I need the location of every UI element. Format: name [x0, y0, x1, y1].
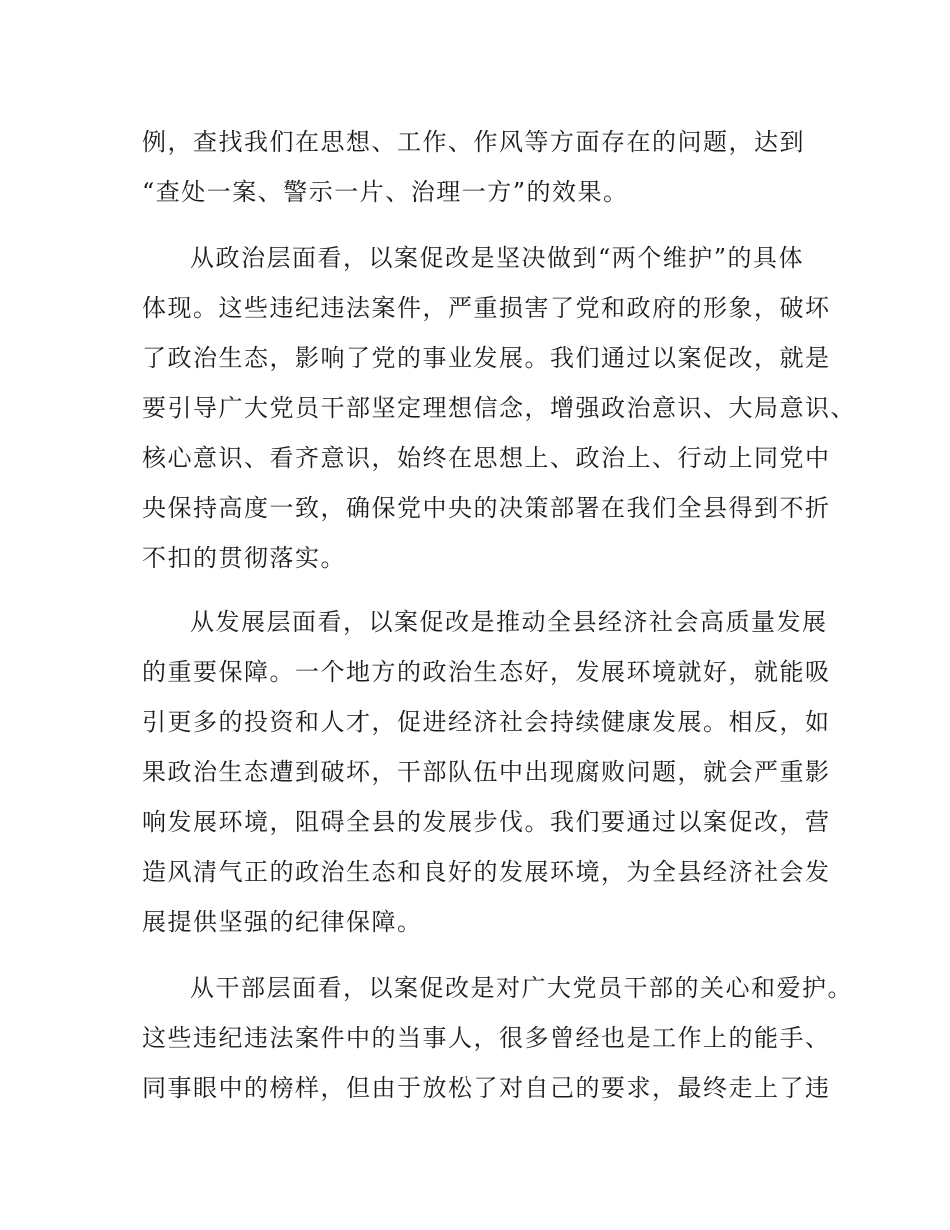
paragraph-line: 了政治生态，影响了党的事业发展。我们通过以案促改，就是	[142, 344, 831, 372]
paragraph-line: “查处一案、警示一片、治理一方”的效果。	[142, 178, 629, 206]
paragraph-line: 体现。这些违纪违法案件，严重损害了党和政府的形象，破坏	[142, 294, 831, 322]
paragraph-line: 造风清气正的政治生态和良好的发展环境，为全县经济社会发	[142, 858, 831, 886]
paragraph-line: 展提供坚强的纪律保障。	[142, 908, 423, 936]
paragraph-line: 引更多的投资和人才，促进经济社会持续健康发展。相反，如	[142, 708, 831, 736]
paragraph-first-line: 从政治层面看，以案促改是坚决做到“两个维护”的具体	[190, 244, 805, 272]
paragraph-line: 不扣的贯彻落实。	[142, 544, 346, 572]
paragraph-line: 的重要保障。一个地方的政治生态好，发展环境就好，就能吸	[142, 658, 831, 686]
paragraph-line: 要引导广大党员干部坚定理想信念，增强政治意识、大局意识、	[142, 394, 856, 422]
paragraph-first-line: 从干部层面看，以案促改是对广大党员干部的关心和爱护。	[190, 974, 853, 1002]
paragraph-line: 这些违纪违法案件中的当事人，很多曾经也是工作上的能手、	[142, 1024, 831, 1052]
paragraph-line: 响发展环境，阻碍全县的发展步伐。我们要通过以案促改，营	[142, 808, 831, 836]
paragraph-line: 央保持高度一致，确保党中央的决策部署在我们全县得到不折	[142, 494, 831, 522]
paragraph-line: 果政治生态遭到破坏，干部队伍中出现腐败问题，就会严重影	[142, 758, 831, 786]
paragraph-line: 例，查找我们在思想、工作、作风等方面存在的问题，达到	[142, 128, 805, 156]
paragraph-first-line: 从发展层面看，以案促改是推动全县经济社会高质量发展	[190, 608, 828, 636]
paragraph-line: 核心意识、看齐意识，始终在思想上、政治上、行动上同党中	[142, 444, 831, 472]
paragraph-line: 同事眼中的榜样，但由于放松了对自己的要求，最终走上了违	[142, 1074, 831, 1102]
